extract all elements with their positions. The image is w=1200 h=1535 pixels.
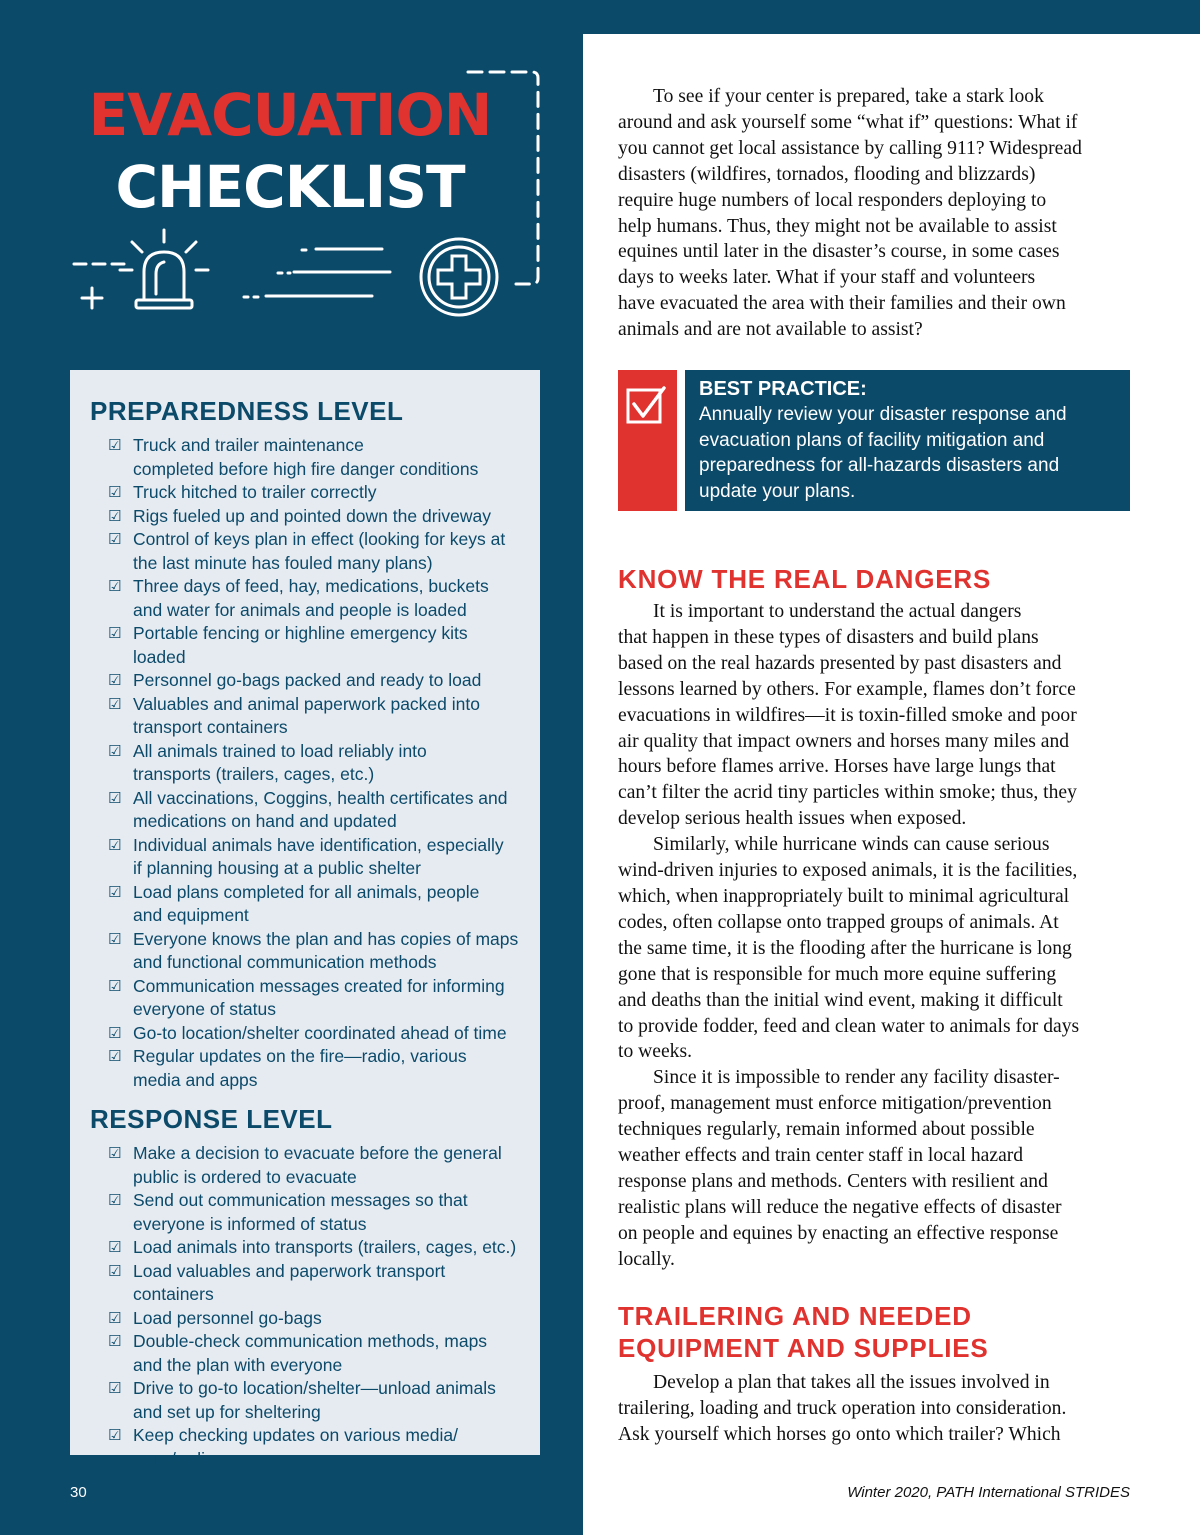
text-line: Portable fencing or highline emergency kits loaded bbox=[133, 623, 468, 667]
checklist-item-text bbox=[133, 1237, 516, 1257]
text-line: which, when inappropriately built to minimal agricultural bbox=[618, 885, 1070, 907]
text-line: update your plans. bbox=[699, 480, 856, 502]
checkbox-icon bbox=[626, 384, 668, 424]
text-line: media and apps bbox=[133, 1069, 258, 1090]
checklist-item-text bbox=[133, 1190, 468, 1234]
checklist-item bbox=[108, 1260, 522, 1307]
text-line: It is important to understand the actual dangers bbox=[653, 601, 1022, 622]
text-line: and equipment bbox=[133, 905, 249, 925]
text-line: transport containers bbox=[133, 717, 288, 737]
checklist-item bbox=[108, 1307, 522, 1331]
text-line: public is ordered to evacuate bbox=[133, 1166, 357, 1187]
preparedness-heading: PREPAREDNESS LEVEL bbox=[90, 396, 404, 426]
checkbox-icon: ☑ bbox=[108, 1426, 122, 1444]
checklist-item bbox=[108, 622, 522, 669]
text-line: Go-to location/shelter coordinated ahead of time bbox=[133, 1022, 507, 1043]
text-line: and water for animals and people is loaded bbox=[133, 599, 467, 620]
checklist-item-text bbox=[133, 694, 480, 738]
checklist-item bbox=[108, 1424, 522, 1471]
checkbox-icon: ☑ bbox=[108, 506, 122, 525]
checklist-item-text bbox=[133, 835, 504, 879]
checklist-item-text bbox=[133, 788, 508, 832]
dangers-paragraph bbox=[618, 832, 1130, 1065]
checkbox-icon: ☑ bbox=[108, 835, 122, 854]
text-line: codes, often collapse onto trapped groups of animals. At bbox=[618, 911, 1059, 933]
text-line: Regular updates on the fire—radio, various bbox=[133, 1046, 467, 1066]
trailering-heading bbox=[618, 1300, 989, 1364]
text-line: Everyone knows the plan and has copies of maps bbox=[133, 928, 519, 949]
checkbox-icon: ☑ bbox=[108, 1191, 122, 1209]
text-line: Control of keys plan in effect (looking for keys at bbox=[133, 529, 506, 549]
text-line: Load personnel go-bags bbox=[133, 1307, 322, 1328]
checklist-item-text bbox=[133, 506, 491, 526]
checklist-item bbox=[108, 834, 522, 881]
checklist-item bbox=[108, 481, 522, 505]
text-line: apps/radio bbox=[133, 1448, 215, 1469]
text-line: and deaths than the initial wind event, making it difficult bbox=[618, 989, 1063, 1011]
checklist-item-text bbox=[133, 576, 489, 620]
trailering-paragraph bbox=[618, 1370, 1130, 1448]
checkbox-icon: ☑ bbox=[108, 624, 122, 642]
checklist-item-text bbox=[133, 1378, 496, 1422]
checkbox-icon: ☑ bbox=[108, 1379, 122, 1397]
checkbox-icon: ☑ bbox=[108, 1047, 122, 1065]
title-line-checklist: CHECKLIST bbox=[115, 153, 465, 221]
trailering-text bbox=[618, 1370, 1130, 1448]
checkbox-icon: ☑ bbox=[108, 1238, 122, 1256]
footer-publication: Winter 2020, PATH International STRIDES bbox=[847, 1484, 1130, 1501]
text-line: Ask yourself which horses go onto which trailer? Which bbox=[618, 1423, 1061, 1445]
checklist-item-text bbox=[133, 1023, 507, 1043]
checkbox-icon: ☑ bbox=[108, 1023, 122, 1042]
text-line: disasters (wildfires, tornados, flooding and blizzards) bbox=[618, 163, 1036, 185]
dangers-text bbox=[618, 599, 1130, 1273]
checkbox-icon: ☑ bbox=[108, 483, 122, 501]
title-line-evacuation: EVACUATION bbox=[88, 81, 492, 149]
checklist-item-text bbox=[133, 741, 427, 785]
text-line: if planning housing at a public shelter bbox=[133, 858, 421, 878]
text-line: Load valuables and paperwork transport containers bbox=[133, 1260, 446, 1304]
text-line: evacuations in wildfires—it is toxin-filled smoke and poor bbox=[618, 704, 1077, 726]
text-line: wind-driven injuries to exposed animals, it is the facilities, bbox=[618, 860, 1078, 882]
checklist-item-text bbox=[133, 1261, 445, 1305]
checklist-item bbox=[108, 787, 522, 834]
text-line: the same time, it is the flooding after the hurricane is long bbox=[618, 937, 1072, 959]
checkbox-icon: ☑ bbox=[108, 436, 122, 454]
plus-icon bbox=[78, 284, 106, 312]
text-line: animals and are not available to assist? bbox=[618, 319, 923, 341]
text-line: All animals trained to load reliably into bbox=[133, 740, 427, 761]
text-line: everyone of status bbox=[133, 999, 276, 1019]
text-line: and the plan with everyone bbox=[133, 1354, 343, 1375]
checklist-item-text bbox=[133, 623, 468, 667]
text-line: on people and equines by enacting an effective response bbox=[618, 1222, 1059, 1244]
checklist-item bbox=[108, 881, 522, 928]
checkbox-icon: ☑ bbox=[108, 788, 122, 807]
text-line: Rigs fueled up and pointed down the driveway bbox=[133, 505, 492, 526]
checkbox-icon: ☑ bbox=[108, 1144, 122, 1162]
checkbox-icon: ☑ bbox=[108, 671, 122, 689]
text-line: that happen in these types of disasters and build plans bbox=[618, 626, 1039, 648]
text-line: help humans. Thus, they might not be available to assist bbox=[618, 215, 1057, 237]
checklist-item bbox=[108, 528, 522, 575]
intro-paragraph bbox=[618, 84, 1130, 343]
intro-text bbox=[618, 84, 1130, 343]
checklist-item-text bbox=[133, 976, 505, 1020]
text-line: weather effects and train center staff in local hazard bbox=[618, 1145, 1024, 1167]
checklist-item bbox=[108, 1189, 522, 1236]
text-line: Develop a plan that takes all the issues involved in bbox=[653, 1372, 1050, 1393]
text-line: transports (trailers, cages, etc.) bbox=[133, 764, 375, 784]
checklist-item bbox=[108, 693, 522, 740]
checklist-item-text bbox=[133, 435, 478, 479]
text-line: trailering, loading and truck operation into consideration. bbox=[618, 1397, 1067, 1419]
text-line: Similarly, while hurricane winds can cause serious bbox=[653, 834, 1050, 856]
checklist-item bbox=[108, 1377, 522, 1424]
text-line: Truck hitched to trailer correctly bbox=[133, 482, 377, 502]
text-line: gone that is responsible for much more equine suffering bbox=[618, 963, 1057, 985]
checkbox-icon: ☑ bbox=[108, 1261, 122, 1280]
text-line: locally. bbox=[618, 1248, 675, 1270]
text-line: require huge numbers of local responders deploying to bbox=[618, 189, 1047, 211]
checklist-item bbox=[108, 505, 522, 529]
page-number: 30 bbox=[70, 1484, 87, 1501]
text-line: Make a decision to evacuate before the general bbox=[133, 1143, 502, 1163]
checklist-item bbox=[108, 575, 522, 622]
text-line: Valuables and animal paperwork packed into bbox=[133, 693, 480, 714]
checklist-item-text bbox=[133, 529, 505, 573]
text-line: Individual animals have identification, especially bbox=[133, 834, 504, 855]
text-line: to provide fodder, feed and clean water to animals for days bbox=[618, 1015, 1080, 1037]
checkbox-icon: ☑ bbox=[108, 694, 122, 713]
dangers-paragraph bbox=[618, 1065, 1130, 1272]
checklist-item bbox=[108, 1236, 522, 1260]
text-line: Load plans completed for all animals, people bbox=[133, 881, 480, 902]
checkbox-icon: ☑ bbox=[108, 882, 122, 901]
text-line: lessons learned by others. For example, flames don’t force bbox=[618, 678, 1076, 700]
checklist-item-text bbox=[133, 670, 481, 690]
text-line: completed before high fire danger conditions bbox=[133, 458, 479, 479]
checkbox-icon: ☑ bbox=[108, 741, 122, 760]
text-line: Truck and trailer maintenance bbox=[133, 435, 364, 455]
text-line: based on the real hazards presented by past disasters and bbox=[618, 652, 1062, 674]
preparedness-list bbox=[90, 434, 522, 1092]
checklist-item bbox=[108, 975, 522, 1022]
text-line: to weeks. bbox=[618, 1041, 693, 1063]
text-line: realistic plans will reduce the negative effects of disaster bbox=[618, 1196, 1062, 1218]
text-line: the last minute has fouled many plans) bbox=[133, 552, 433, 573]
checklist-item-text bbox=[133, 482, 376, 502]
text-line: medications on hand and updated bbox=[133, 811, 397, 831]
dangers-heading: KNOW THE REAL DANGERS bbox=[618, 564, 992, 594]
text-line: EQUIPMENT AND SUPPLIES bbox=[618, 1333, 989, 1363]
page-title bbox=[55, 81, 525, 221]
text-line: air quality that impact owners and horses many miles and bbox=[618, 730, 1070, 752]
checkbox-icon: ☑ bbox=[108, 577, 122, 595]
best-practice-accent bbox=[618, 370, 677, 511]
text-line: everyone is informed of status bbox=[133, 1213, 367, 1234]
checkbox-icon: ☑ bbox=[108, 976, 122, 995]
text-line: develop serious health issues when exposed. bbox=[618, 808, 967, 830]
text-line: evacuation plans of facility mitigation and bbox=[699, 429, 1045, 451]
checklist-item bbox=[108, 669, 522, 693]
checklist-item bbox=[108, 740, 522, 787]
text-line: Double-check communication methods, maps bbox=[133, 1331, 488, 1351]
checklist-item bbox=[108, 1045, 522, 1092]
dangers-paragraph bbox=[618, 599, 1130, 832]
text-line: Three days of feed, hay, medications, buckets bbox=[133, 576, 489, 596]
text-line: TRAILERING AND NEEDED bbox=[618, 1301, 972, 1331]
text-line: techniques regularly, remain informed about possible bbox=[618, 1119, 1035, 1141]
best-practice-content bbox=[685, 370, 1130, 511]
top-navy-strip bbox=[583, 0, 1200, 34]
response-list bbox=[90, 1142, 522, 1471]
text-line: Annually review your disaster response and bbox=[699, 404, 1067, 425]
checklist-panel bbox=[70, 370, 540, 1469]
text-line: Send out communication messages so that bbox=[133, 1190, 468, 1210]
best-practice-body bbox=[699, 402, 1118, 504]
checkbox-icon: ☑ bbox=[108, 530, 122, 548]
text-line: days to weeks later. What if your staff and volunteers bbox=[618, 267, 1036, 289]
checkbox-icon: ☑ bbox=[108, 1332, 122, 1350]
best-practice-box bbox=[618, 370, 1130, 511]
checklist-item bbox=[108, 928, 522, 975]
checklist-item-text bbox=[133, 882, 479, 926]
text-line: To see if your center is prepared, take a stark look bbox=[653, 86, 1044, 107]
text-line: and functional communication methods bbox=[133, 952, 437, 972]
checklist-item-text bbox=[133, 929, 518, 973]
best-practice-title: BEST PRACTICE: bbox=[699, 378, 867, 400]
text-line: hours before flames arrive. Horses have large lungs that bbox=[618, 756, 1056, 778]
checklist-item-text bbox=[133, 1143, 502, 1187]
response-heading: RESPONSE LEVEL bbox=[90, 1104, 333, 1134]
text-line: Keep checking updates on various media/ bbox=[133, 1425, 458, 1445]
checkbox-icon: ☑ bbox=[108, 1308, 122, 1327]
text-line: All vaccinations, Coggins, health certificates and bbox=[133, 787, 508, 808]
text-line: and set up for sheltering bbox=[133, 1401, 321, 1422]
text-line: Since it is impossible to render any facility disaster- bbox=[653, 1067, 1060, 1089]
text-line: Communication messages created for informing bbox=[133, 975, 505, 996]
text-line: Drive to go-to location/shelter—unload animals bbox=[133, 1378, 496, 1398]
text-line: have evacuated the area with their families and their own bbox=[618, 293, 1066, 315]
checklist-item bbox=[108, 1330, 522, 1377]
checklist-item-text bbox=[133, 1308, 322, 1328]
text-line: response plans and methods. Centers with resilient and bbox=[618, 1170, 1048, 1192]
text-line: proof, management must enforce mitigation/prevention bbox=[618, 1093, 1052, 1115]
checklist-item-text bbox=[133, 1046, 467, 1090]
text-line: around and ask yourself some “what if” questions: What if bbox=[618, 111, 1078, 133]
text-line: preparedness for all-hazards disasters and bbox=[699, 455, 1060, 476]
siren-icon bbox=[118, 228, 210, 312]
text-line: Load animals into transports (trailers, cages, etc.) bbox=[133, 1237, 517, 1257]
text-line: Personnel go-bags packed and ready to load bbox=[133, 670, 482, 690]
text-line: equines until later in the disaster’s course, in some cases bbox=[618, 241, 1060, 263]
checklist-item bbox=[108, 1022, 522, 1046]
text-line: you cannot get local assistance by calling 911? Widespread bbox=[618, 137, 1082, 159]
checkbox-icon: ☑ bbox=[108, 929, 122, 948]
checklist-item bbox=[108, 434, 522, 481]
checklist-item-text bbox=[133, 1331, 487, 1375]
checklist-item bbox=[108, 1142, 522, 1189]
checklist-item-text bbox=[133, 1425, 458, 1469]
text-line: can’t filter the acrid tiny particles within smoke; thus, they bbox=[618, 782, 1077, 804]
medical-cross-icon bbox=[418, 236, 500, 318]
